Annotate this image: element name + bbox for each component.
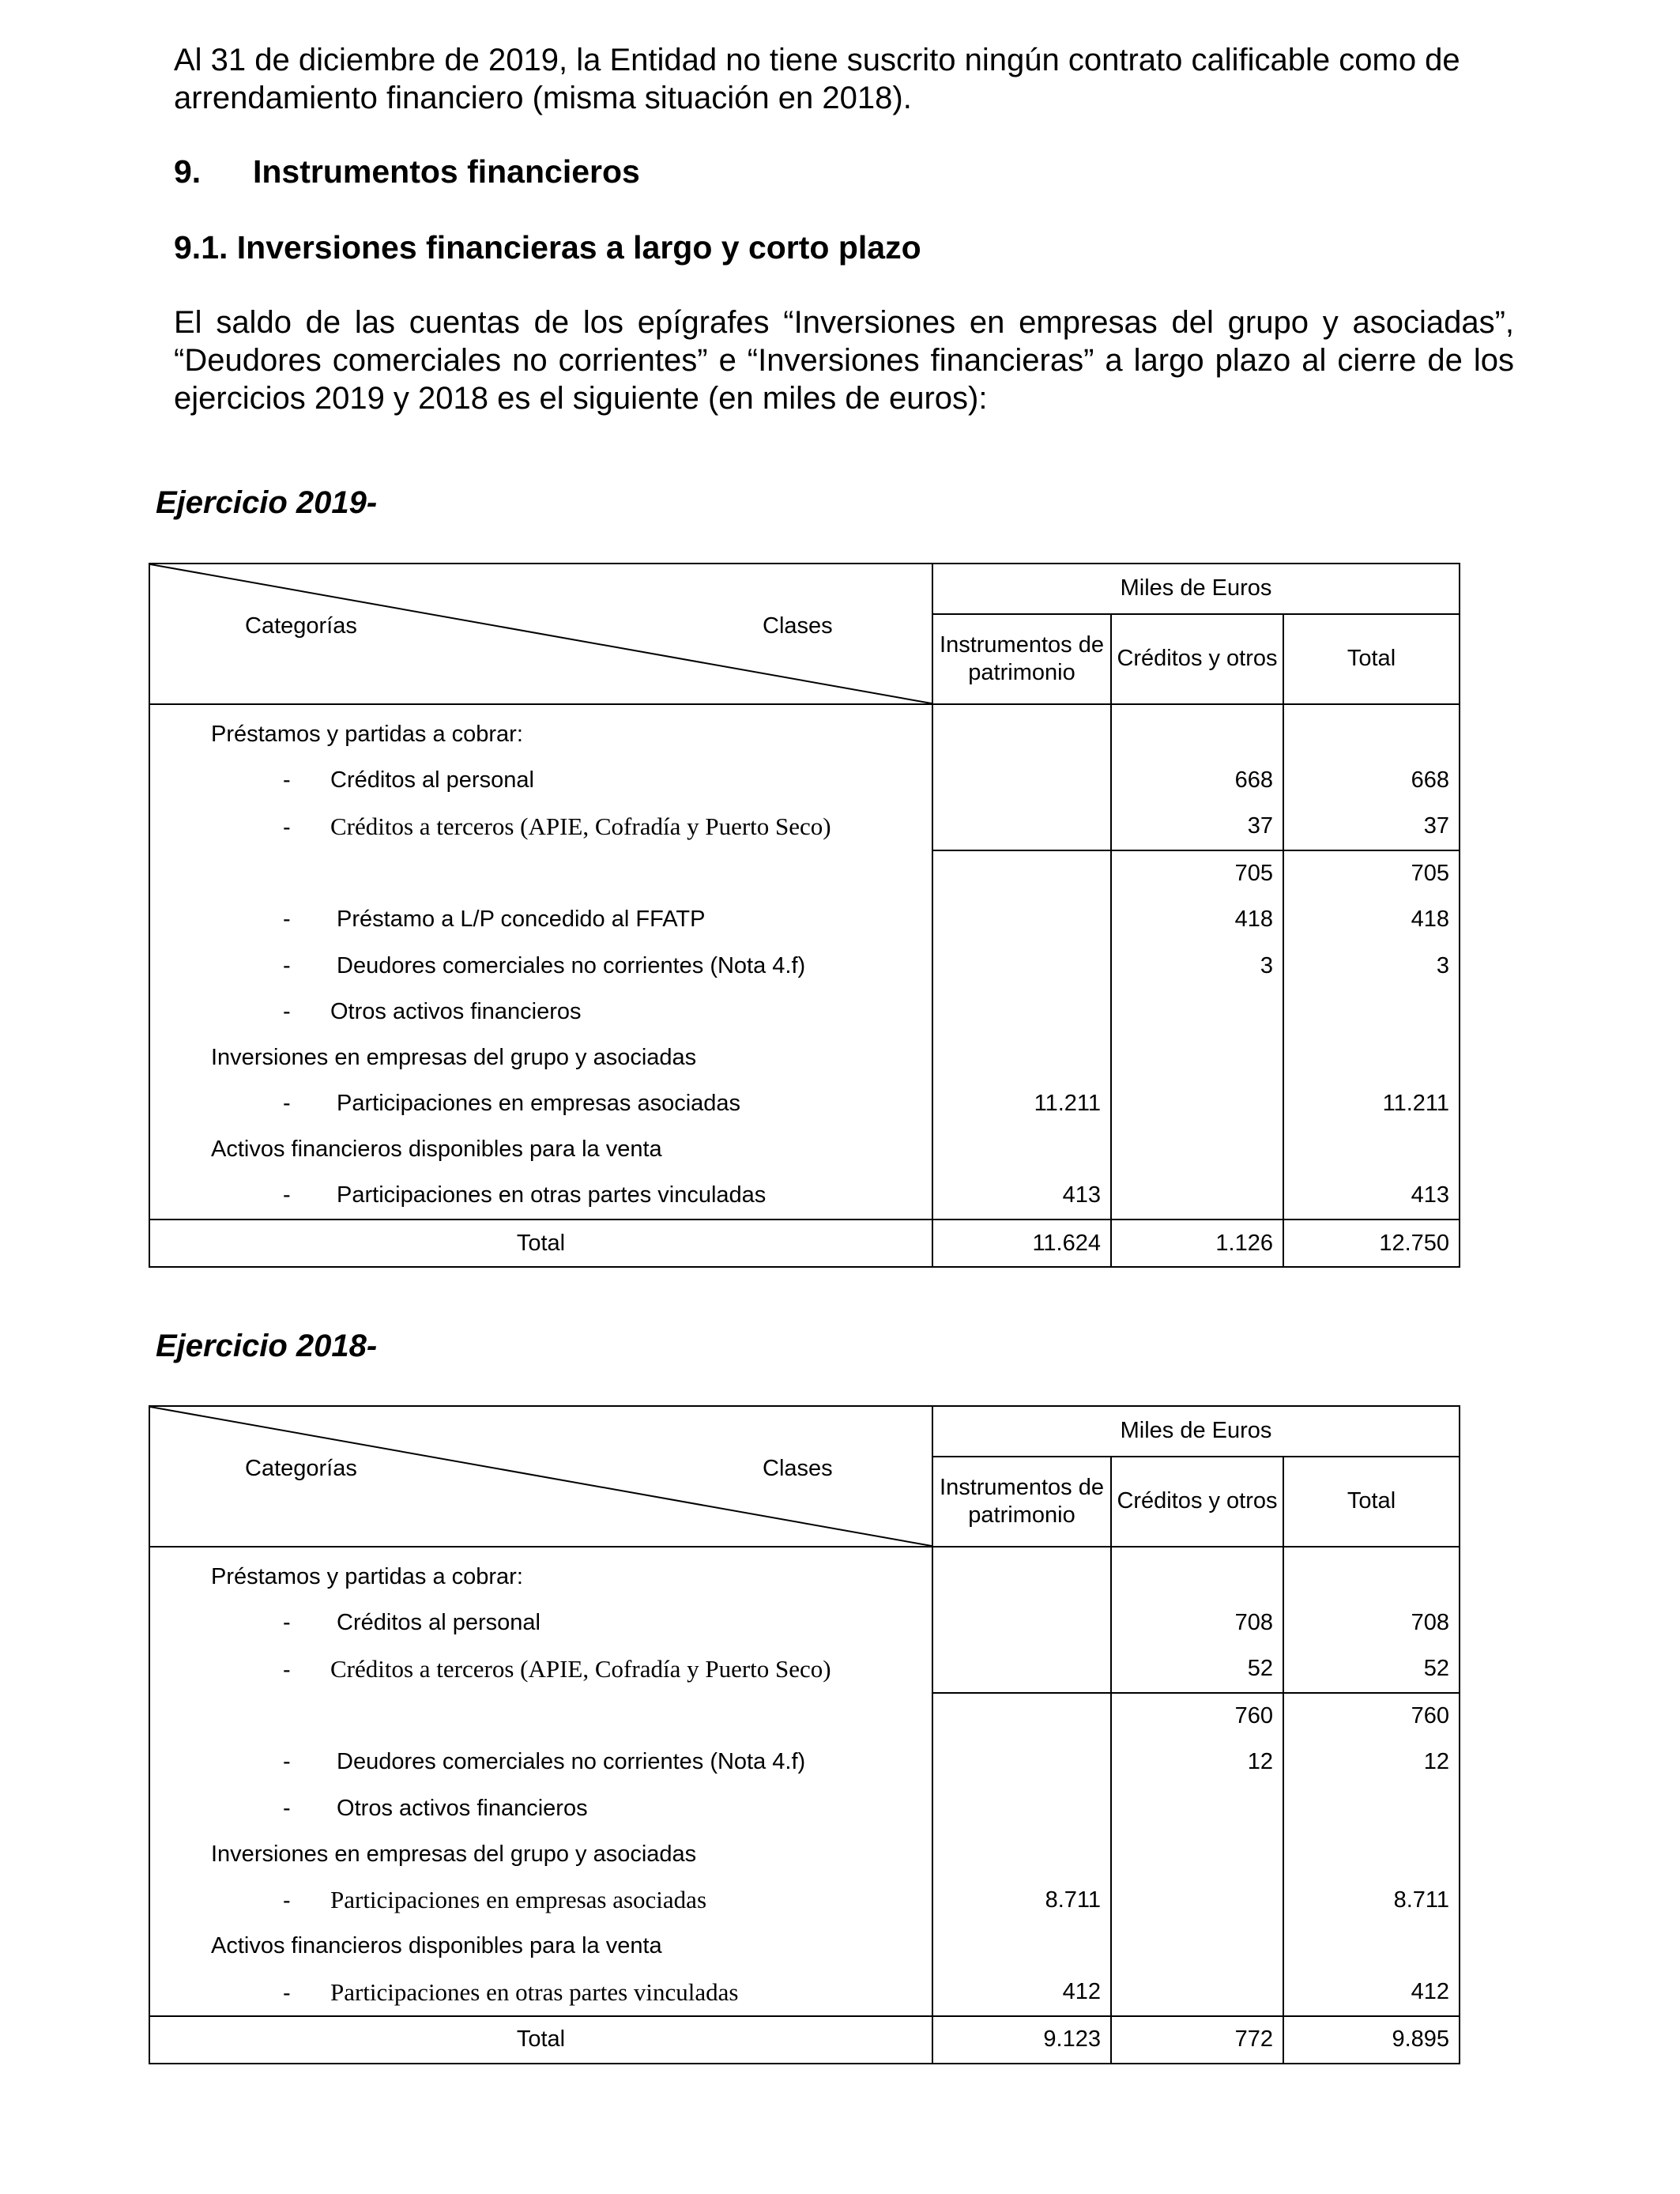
row-label: Participaciones en otras partes vinculadas — [330, 1182, 767, 1208]
cell-instrumentos — [932, 989, 1111, 1035]
table-row — [149, 1970, 1460, 2016]
cell-creditos — [1111, 1831, 1283, 1877]
row-label: Créditos a terceros (APIE, Cofradía y Puerto Seco) — [330, 1654, 831, 1683]
header-corner-cell — [149, 1406, 932, 1547]
cell-creditos — [1111, 1877, 1283, 1923]
cell-instrumentos: 413 — [932, 1173, 1111, 1220]
cell-creditos — [1111, 1173, 1283, 1220]
cell-total: 8.711 — [1283, 1877, 1460, 1923]
row-label-cell — [149, 1970, 932, 2016]
row-dash: - — [283, 907, 291, 933]
cell-total: 11.211 — [1283, 1081, 1460, 1127]
row-dash: - — [283, 1657, 291, 1683]
cell-instrumentos — [932, 1600, 1111, 1646]
row-label-cell — [149, 1081, 932, 1127]
cell-total: 52 — [1283, 1646, 1460, 1692]
cell-instrumentos — [932, 943, 1111, 989]
cell-creditos: 52 — [1111, 1646, 1283, 1692]
row-label: Activos financieros disponibles para la venta — [211, 1137, 662, 1163]
row-label-cell — [149, 803, 932, 850]
row-label-cell — [149, 1646, 932, 1692]
cell-creditos: 705 — [1111, 850, 1283, 897]
row-label-cell — [149, 1600, 932, 1646]
total-label: Total — [149, 2016, 932, 2064]
cell-creditos: 708 — [1111, 1600, 1283, 1646]
cell-instrumentos — [932, 1785, 1111, 1831]
row-label-cell — [149, 1877, 932, 1923]
cell-total: 412 — [1283, 1970, 1460, 2016]
row-label: Inversiones en empresas del grupo y asociadas — [211, 1044, 697, 1070]
row-dash: - — [283, 952, 291, 978]
cell-instrumentos: 412 — [932, 1970, 1111, 2016]
cell-creditos — [1111, 1035, 1283, 1080]
row-label: Préstamos y partidas a cobrar: — [211, 1563, 523, 1589]
cell-total: 12 — [1283, 1740, 1460, 1785]
cell-creditos — [1111, 1785, 1283, 1831]
header-creditos-otros: Créditos y otros — [1111, 1457, 1283, 1547]
table-row — [149, 943, 1460, 989]
cell-total — [1283, 1127, 1460, 1173]
cell-total: 418 — [1283, 897, 1460, 943]
row-label-cell — [149, 1547, 932, 1600]
table-row — [149, 1831, 1460, 1877]
cell-total — [1283, 1035, 1460, 1080]
header-clases-label: Clases — [763, 613, 833, 639]
body-paragraph: El saldo de las cuentas de los epígrafes “Inversiones en empresas del grupo y asociadas”, “Deudores comerciales no corrientes” e “Inversiones financieras” a largo plazo al cierre de los ejercicios 2019 y 2018 es el siguiente (en miles de euros): — [174, 305, 1514, 416]
cell-creditos: 418 — [1111, 897, 1283, 943]
section-number: 9. — [174, 153, 202, 190]
row-label: Créditos a terceros (APIE, Cofradía y Puerto Seco) — [330, 812, 831, 840]
header-categorias-label: Categorías — [245, 613, 357, 639]
cell-instrumentos: 11.211 — [932, 1081, 1111, 1127]
header-instrumentos-patrimonio: Instrumentos de patrimonio — [932, 614, 1111, 704]
cell-instrumentos — [932, 1831, 1111, 1877]
table-header-row — [149, 564, 1460, 614]
intro-paragraph: Al 31 de diciembre de 2019, la Entidad no tiene suscrito ningún contrato calificable como de arrendamiento financiero (misma situación en 2018). — [174, 43, 1460, 115]
row-label-cell — [149, 897, 932, 943]
row-label-cell — [149, 943, 932, 989]
cell-instrumentos — [932, 1740, 1111, 1785]
row-label-cell — [149, 989, 932, 1035]
cell-total — [1283, 989, 1460, 1035]
table-row — [149, 1740, 1460, 1785]
row-label: Créditos al personal — [330, 767, 534, 793]
row-label: Participaciones en empresas asociadas — [330, 1091, 741, 1117]
cell-creditos: 760 — [1111, 1693, 1283, 1740]
table-row — [149, 1600, 1460, 1646]
table-row — [149, 1081, 1460, 1127]
cell-creditos — [1111, 704, 1283, 757]
row-dash: - — [283, 1749, 291, 1775]
row-dash: - — [283, 1609, 291, 1635]
financial-table-2018 — [149, 1405, 1460, 2064]
total-instrumentos: 9.123 — [932, 2016, 1111, 2064]
total-instrumentos: 11.624 — [932, 1220, 1111, 1267]
row-dash: - — [283, 814, 291, 840]
table-row — [149, 1924, 1460, 1970]
row-dash: - — [283, 998, 291, 1024]
table-row — [149, 757, 1460, 803]
table-row — [149, 989, 1460, 1035]
section-heading — [174, 153, 640, 190]
row-label: Activos financieros disponibles para la venta — [211, 1933, 662, 1959]
table-row — [149, 897, 1460, 943]
cell-total — [1283, 1547, 1460, 1600]
header-creditos-otros: Créditos y otros — [1111, 614, 1283, 704]
table-row — [149, 850, 1460, 897]
cell-instrumentos — [932, 1127, 1111, 1173]
row-dash: - — [283, 1182, 291, 1208]
table-row — [149, 1646, 1460, 1692]
row-label-cell — [149, 1740, 932, 1785]
total-total: 9.895 — [1283, 2016, 1460, 2064]
cell-creditos — [1111, 989, 1283, 1035]
row-dash: - — [283, 1795, 291, 1821]
table-header-row — [149, 1406, 1460, 1457]
cell-total — [1283, 704, 1460, 757]
header-total: Total — [1283, 1457, 1460, 1547]
cell-instrumentos — [932, 1547, 1111, 1600]
cell-instrumentos — [932, 850, 1111, 897]
row-label-cell — [149, 850, 932, 897]
cell-creditos — [1111, 1127, 1283, 1173]
cell-instrumentos — [932, 1693, 1111, 1740]
header-miles-de-euros: Miles de Euros — [932, 1406, 1460, 1457]
row-label — [150, 1703, 211, 1728]
subsection-heading: 9.1. Inversiones financieras a largo y corto plazo — [174, 229, 921, 266]
row-label: Participaciones en otras partes vinculadas — [330, 1977, 739, 2006]
total-row — [149, 1220, 1460, 1267]
cell-instrumentos — [932, 704, 1111, 757]
cell-instrumentos — [932, 803, 1111, 850]
cell-creditos: 12 — [1111, 1740, 1283, 1785]
financial-table-2019 — [149, 563, 1460, 1268]
cell-total: 37 — [1283, 803, 1460, 850]
total-creditos: 772 — [1111, 2016, 1283, 2064]
row-label-cell — [149, 1173, 932, 1220]
table-caption-2018: Ejercicio 2018- — [156, 1329, 378, 1363]
row-label-cell — [149, 704, 932, 757]
row-label-cell — [149, 1693, 932, 1740]
total-row — [149, 2016, 1460, 2064]
cell-creditos — [1111, 1547, 1283, 1600]
table-caption-2019: Ejercicio 2019- — [156, 485, 378, 520]
cell-creditos: 3 — [1111, 943, 1283, 989]
row-label: Otros activos financieros — [330, 1795, 588, 1821]
total-creditos: 1.126 — [1111, 1220, 1283, 1267]
section-title: Instrumentos financieros — [253, 153, 640, 190]
row-label-cell — [149, 1924, 932, 1970]
cell-total: 413 — [1283, 1173, 1460, 1220]
table-row — [149, 1127, 1460, 1173]
row-label: Otros activos financieros — [330, 998, 582, 1024]
table-row — [149, 1877, 1460, 1923]
cell-instrumentos — [932, 1035, 1111, 1080]
cell-creditos — [1111, 1970, 1283, 2016]
row-label: Deudores comerciales no corrientes (Nota 4.f) — [330, 952, 806, 978]
table-row — [149, 1693, 1460, 1740]
row-label-cell — [149, 1035, 932, 1080]
total-total: 12.750 — [1283, 1220, 1460, 1267]
row-label-cell — [149, 757, 932, 803]
cell-total — [1283, 1785, 1460, 1831]
cell-instrumentos — [932, 1924, 1111, 1970]
cell-creditos: 37 — [1111, 803, 1283, 850]
table-row — [149, 1785, 1460, 1831]
cell-total: 760 — [1283, 1693, 1460, 1740]
row-label: Créditos al personal — [330, 1609, 541, 1635]
row-dash: - — [283, 767, 291, 793]
cell-creditos: 668 — [1111, 757, 1283, 803]
table-row — [149, 803, 1460, 850]
row-dash: - — [283, 1888, 291, 1914]
row-dash: - — [283, 1980, 291, 2006]
header-corner-cell — [149, 564, 932, 704]
total-label: Total — [149, 1220, 932, 1267]
cell-total: 668 — [1283, 757, 1460, 803]
header-total: Total — [1283, 614, 1460, 704]
row-label — [150, 861, 211, 886]
cell-instrumentos: 8.711 — [932, 1877, 1111, 1923]
cell-total — [1283, 1831, 1460, 1877]
header-instrumentos-patrimonio: Instrumentos de patrimonio — [932, 1457, 1111, 1547]
row-label: Préstamos y partidas a cobrar: — [211, 721, 523, 747]
table-row — [149, 704, 1460, 757]
header-categorias-label: Categorías — [245, 1456, 357, 1481]
cell-total — [1283, 1924, 1460, 1970]
table-row — [149, 1547, 1460, 1600]
cell-total: 3 — [1283, 943, 1460, 989]
table-row — [149, 1035, 1460, 1080]
table-row — [149, 1173, 1460, 1220]
cell-total: 705 — [1283, 850, 1460, 897]
cell-creditos — [1111, 1081, 1283, 1127]
cell-instrumentos — [932, 1646, 1111, 1692]
cell-creditos — [1111, 1924, 1283, 1970]
cell-total: 708 — [1283, 1600, 1460, 1646]
row-label: Participaciones en empresas asociadas — [330, 1886, 707, 1914]
row-label: Inversiones en empresas del grupo y asociadas — [211, 1841, 697, 1867]
cell-instrumentos — [932, 757, 1111, 803]
row-label-cell — [149, 1127, 932, 1173]
row-dash: - — [283, 1091, 291, 1117]
cell-instrumentos — [932, 897, 1111, 943]
row-label: Deudores comerciales no corrientes (Nota 4.f) — [330, 1749, 806, 1775]
row-label-cell — [149, 1831, 932, 1877]
header-miles-de-euros: Miles de Euros — [932, 564, 1460, 614]
row-label-cell — [149, 1785, 932, 1831]
header-clases-label: Clases — [763, 1456, 833, 1481]
row-label: Préstamo a L/P concedido al FFATP — [330, 907, 706, 933]
